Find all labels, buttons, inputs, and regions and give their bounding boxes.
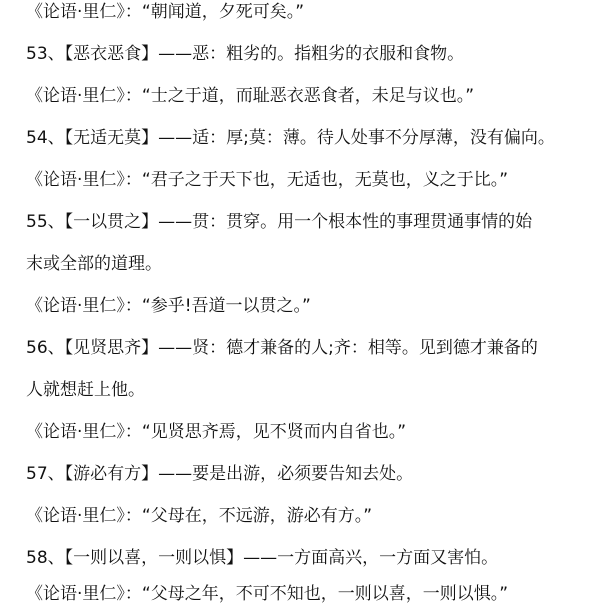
quote-line-53: 《论语·里仁》：“士之于道，而耻恶衣恶食者，未足与议也。” [26, 86, 475, 106]
entry-54-definition: 54、【无适无莫】——适：厚;莫：薄。待人处事不分厚薄，没有偏向。 [26, 128, 555, 148]
quote-line-55: 《论语·里仁》：“参乎!吾道一以贯之。” [26, 296, 311, 316]
entry-56-definition: 56、【见贤思齐】——贤：德才兼备的人;齐：相等。见到德才兼备的 [26, 338, 538, 358]
entry-56-definition-cont: 人就想赶上他。 [26, 380, 145, 400]
quote-line-54: 《论语·里仁》：“君子之于天下也，无适也，无莫也，义之于比。” [26, 170, 509, 190]
entry-58-definition: 58、【一则以喜，一则以惧】——一方面高兴，一方面又害怕。 [26, 548, 499, 568]
entry-57-definition: 57、【游必有方】——要是出游，必须要告知去处。 [26, 464, 414, 484]
quote-line-56: 《论语·里仁》：“见贤思齐焉，见不贤而内自省也。” [26, 422, 407, 442]
entry-53-definition: 53、【恶衣恶食】——恶：粗劣的。指粗劣的衣服和食物。 [26, 44, 465, 64]
quote-line-58: 《论语·里仁》：“父母之年，不可不知也，一则以喜，一则以惧。” [26, 584, 509, 604]
quote-line-57: 《论语·里仁》：“父母在，不远游，游必有方。” [26, 506, 373, 526]
entry-55-definition-cont: 末或全部的道理。 [26, 254, 162, 274]
entry-55-definition: 55、【一以贯之】——贯：贯穿。用一个根本性的事理贯通事情的始 [26, 212, 533, 232]
quote-line-52: 《论语·里仁》：“朝闻道，夕死可矣。” [26, 2, 305, 22]
